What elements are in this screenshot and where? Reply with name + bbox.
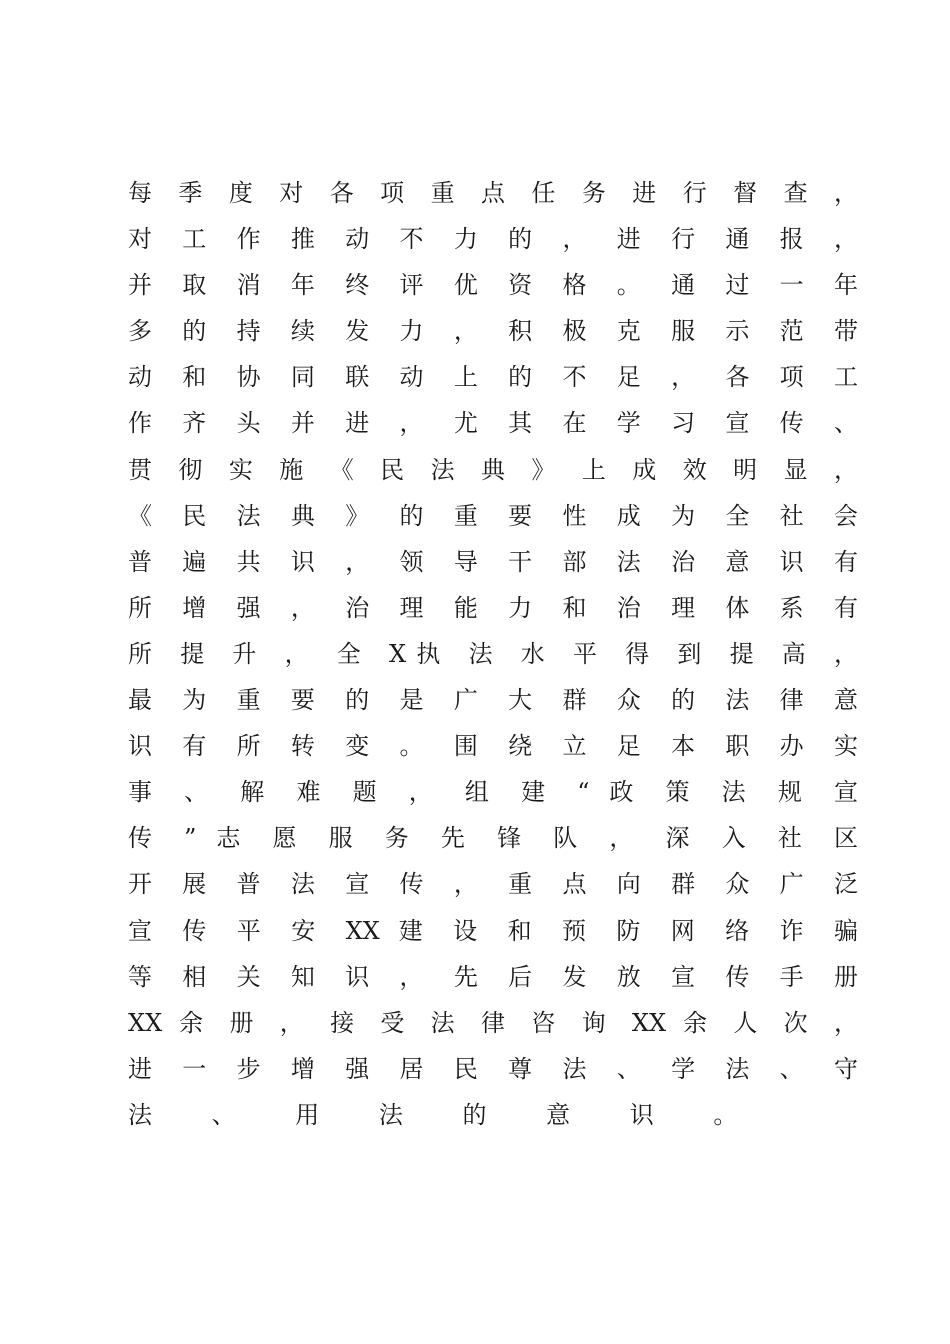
text-line-5: 动 和 协 同 联 动 上 的 不 足 ， 各 项 工 xyxy=(128,363,858,392)
text-line-19: XX 余 册 ， 接 受 法 律 咨 询 XX 余 人 次 ， xyxy=(128,1008,858,1037)
text-line-3: 并 取 消 年 终 评 优 资 格 。 通 过 一 年 xyxy=(128,271,858,300)
text-line-21: 法 、 用 法 的 意 识 。 xyxy=(128,1100,764,1129)
text-line-20: 进 一 步 增 强 居 民 尊 法 、 学 法 、 守 xyxy=(128,1054,858,1083)
text-line-18: 等 相 关 知 识 ， 先 后 发 放 宣 传 手 册 xyxy=(128,962,858,991)
text-line-9: 普 遍 共 识 ， 领 导 干 部 法 治 意 识 有 xyxy=(128,547,858,576)
text-line-10: 所 增 强 ， 治 理 能 力 和 治 理 体 系 有 xyxy=(128,593,858,622)
text-line-15: 传 ” 志 愿 服 务 先 锋 队 ， 深 入 社 区 xyxy=(128,824,858,853)
text-line-8: 《 民 法 典 》 的 重 要 性 成 为 全 社 会 xyxy=(128,501,858,530)
text-line-13: 识 有 所 转 变 。 围 绕 立 足 本 职 办 实 xyxy=(128,732,858,761)
text-line-7: 贯 彻 实 施 《 民 法 典 》 上 成 效 明 显 ， xyxy=(128,455,858,484)
text-line-6: 作 齐 头 并 进 ， 尤 其 在 学 习 宣 传 、 xyxy=(128,409,858,438)
text-line-14: 事 、 解 难 题 ， 组 建 “ 政 策 法 规 宣 xyxy=(128,778,858,807)
text-line-16: 开 展 普 法 宣 传 ， 重 点 向 群 众 广 泛 xyxy=(128,870,858,899)
text-line-11: 所 提 升 ， 全 X执 法 水 平 得 到 提 高 ， xyxy=(128,639,858,668)
text-line-17: 宣 传 平 安 XX 建 设 和 预 防 网 络 诈 骗 xyxy=(128,916,858,945)
text-line-2: 对 工 作 推 动 不 力 的 ， 进 行 通 报 ， xyxy=(128,225,858,254)
text-line-4: 多 的 持 续 发 力 ， 积 极 克 服 示 范 带 xyxy=(128,317,858,346)
text-line-12: 最 为 重 要 的 是 广 大 群 众 的 法 律 意 xyxy=(128,686,858,715)
body-paragraph xyxy=(128,170,858,1138)
text-line-1: 每 季 度 对 各 项 重 点 任 务 进 行 督 查 ， xyxy=(128,179,858,207)
